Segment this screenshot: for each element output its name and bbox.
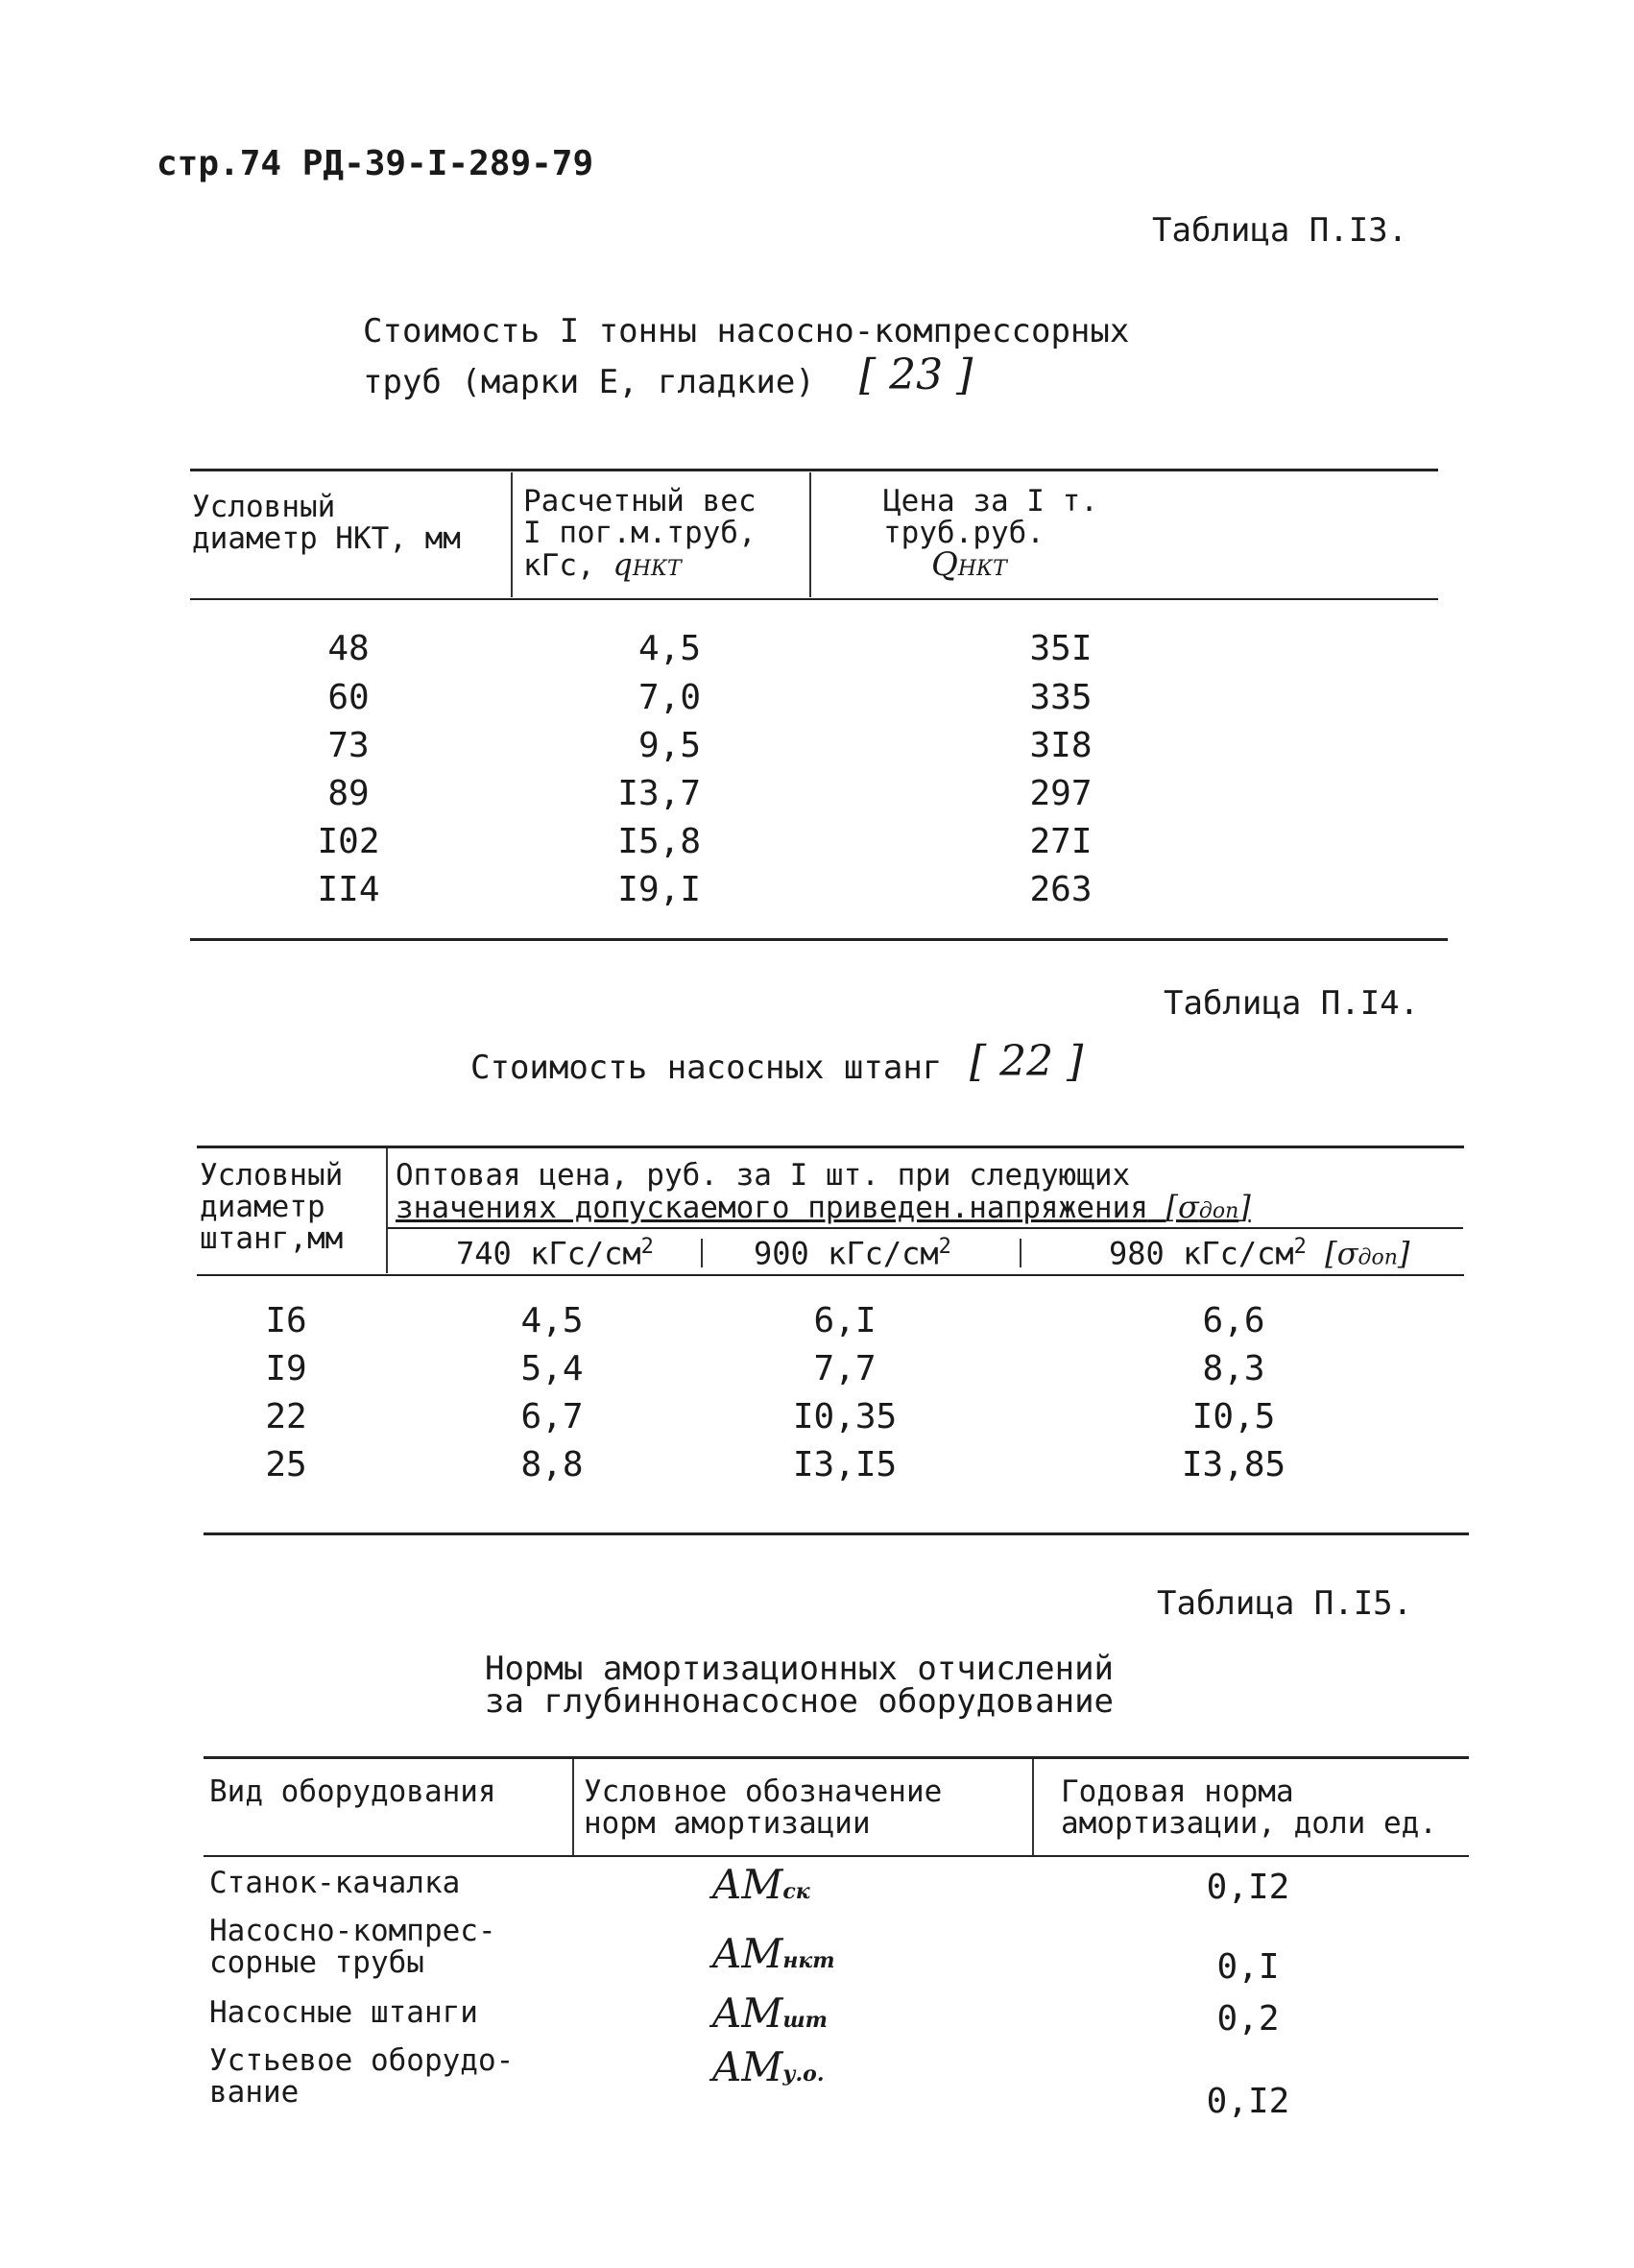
table15-header-code: Условное обозначение норм амортизации — [584, 1774, 943, 1841]
table13-col-divider-2 — [809, 472, 811, 597]
table13-col-divider-1 — [511, 472, 513, 597]
table13-cell-diameter: 89 — [327, 774, 370, 813]
table13-title-line1: Стоимость I тонны насосно-компрессорных — [363, 312, 1130, 350]
table15-rate: 0,I2 — [1206, 2082, 1290, 2121]
table13-cell-diameter: 48 — [327, 629, 370, 668]
table13-cell-price: 3I8 — [1029, 726, 1093, 765]
table15-title-line2: за глубиннонасосное оборудование — [485, 1682, 1115, 1721]
table14-subheader-rule — [388, 1227, 1463, 1229]
table13-header-diameter: Условный диаметр НКТ, мм — [192, 490, 461, 556]
table13-bottom-rule — [190, 938, 1448, 941]
table15-label: Таблица П.I5. — [1157, 1584, 1413, 1623]
table15-equipment-name: Устьевое оборудо- вание — [209, 2043, 515, 2110]
table15-rate: 0,2 — [1216, 1999, 1280, 2039]
table14-subcol-divider-2 — [1020, 1239, 1021, 1267]
table13-top-rule — [190, 469, 1438, 471]
table14-cell-740: 6,7 — [520, 1397, 584, 1436]
table14-col-divider — [386, 1148, 388, 1273]
table14-subheader-900: 900 кГс/$см^2$ — [754, 1235, 951, 1272]
table13-cell-weight: 4,5 — [637, 629, 701, 668]
table14-cell-900: I3,I5 — [792, 1445, 898, 1484]
table15-equipment-name: Станок-качалка — [209, 1866, 461, 1900]
table13-cell-diameter: 60 — [327, 678, 370, 717]
table15-header-equipment: Вид оборудования — [209, 1774, 496, 1809]
table15-equipment-name: Насосно-компрес- сорные трубы — [209, 1914, 496, 1980]
table13-cell-weight: I5,8 — [617, 822, 701, 861]
table14-subheader-740: 740 кГс/$см^2$ — [456, 1235, 654, 1272]
table13-cell-price: 35I — [1029, 629, 1093, 668]
table14-cell-900: I0,35 — [792, 1397, 898, 1436]
table15-code: AMнкт — [712, 1930, 835, 1977]
table14-cell-diameter: 22 — [265, 1397, 307, 1436]
table13-cell-price: 27I — [1029, 822, 1093, 861]
table14-bottom-rule — [204, 1532, 1469, 1535]
table14-header-diameter: Условный диаметр штанг,мм — [200, 1158, 344, 1256]
table14-cell-980: I3,85 — [1181, 1445, 1286, 1484]
table13-cell-weight: 9,5 — [637, 726, 701, 765]
table15-equipment-name: Насосные штанги — [209, 1995, 478, 2030]
table14-cell-900: 6,I — [813, 1301, 877, 1340]
table14-subcol-divider-1 — [701, 1239, 703, 1267]
table13-cell-weight: 7,0 — [637, 678, 701, 717]
table13-cell-weight: I9,I — [617, 870, 701, 909]
table13-reference: [ 23 ] — [859, 350, 973, 399]
table15-code: AMшт — [712, 1990, 828, 2037]
table14-label: Таблица П.I4. — [1164, 984, 1420, 1023]
table15-code: AMск — [712, 1861, 810, 1908]
table13-header-rule — [190, 598, 1438, 600]
table14-cell-900: 7,7 — [813, 1349, 877, 1388]
table14-cell-740: 8,8 — [520, 1445, 584, 1484]
table15-title-line1: Нормы амортизационных отчислений — [485, 1650, 1115, 1688]
table14-header-rule — [197, 1274, 1464, 1276]
table14-cell-980: 8,3 — [1202, 1349, 1265, 1388]
table15-header-rate: Годовая норма амортизации, доли ед. — [1061, 1774, 1437, 1841]
table13-cell-diameter: II4 — [317, 870, 380, 909]
table14-cell-980: 6,6 — [1202, 1301, 1265, 1340]
table14-subheader-980: 980 кГс/$см^2$ [σдоп] — [1109, 1235, 1410, 1272]
table15-header-rule — [204, 1855, 1469, 1857]
table13-cell-diameter: 73 — [327, 726, 370, 765]
table14-cell-diameter: I6 — [265, 1301, 307, 1340]
table13-cell-price: 297 — [1029, 774, 1093, 813]
table13-label: Таблица П.I3. — [1152, 211, 1408, 250]
table14-header-group: Оптовая цена, руб. за I шт. при следующих значениях допускаемого приведен.напряжения [σдоп] — [396, 1158, 1251, 1225]
table14-cell-740: 4,5 — [520, 1301, 584, 1340]
table15-col-divider-2 — [1032, 1759, 1034, 1855]
table14-cell-diameter: I9 — [265, 1349, 307, 1388]
table15-top-rule — [204, 1756, 1469, 1759]
table14-cell-980: I0,5 — [1191, 1397, 1276, 1436]
table14-cell-740: 5,4 — [520, 1349, 584, 1388]
table15-code: AMу.о. — [712, 2043, 825, 2090]
table14-reference: [ 22 ] — [970, 1037, 1084, 1086]
table15-rate: 0,I2 — [1206, 1868, 1290, 1907]
table13-title-line2: труб (марки Е, гладкие) — [363, 363, 815, 401]
table15-col-divider-1 — [572, 1759, 574, 1855]
table13-header-price: Цена за I т. труб.руб. QНКТ — [883, 484, 1098, 584]
page-header: стр.74 РД-39-I-289-79 — [156, 144, 594, 183]
table14-cell-diameter: 25 — [265, 1445, 307, 1484]
table13-cell-price: 335 — [1029, 678, 1093, 717]
table13-cell-price: 263 — [1029, 870, 1093, 909]
table15-rate: 0,I — [1216, 1947, 1280, 1987]
table13-cell-weight: I3,7 — [617, 774, 701, 813]
table13-header-weight: Расчетный вес I пог.м.труб, кГс, qНКТ — [523, 484, 757, 583]
table14-title: Стоимость насосных штанг — [470, 1049, 943, 1087]
table13-cell-diameter: I02 — [317, 822, 380, 861]
